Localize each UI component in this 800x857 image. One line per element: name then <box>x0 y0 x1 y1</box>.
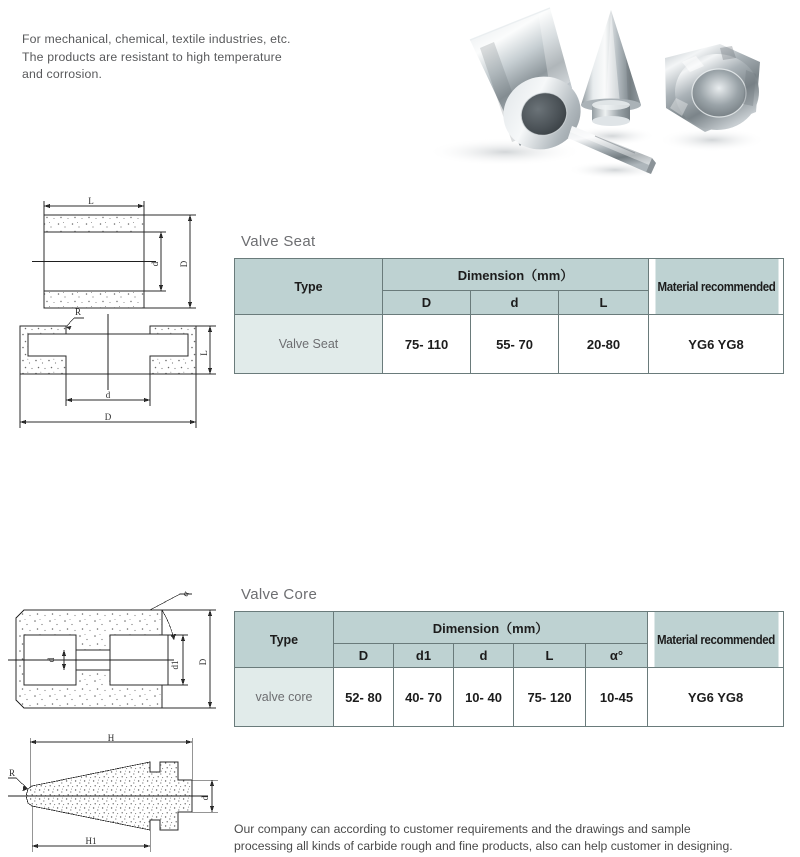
intro-line-1: For mechanical, chemical, textile industries, etc. <box>22 32 291 46</box>
product-photo-image <box>420 0 800 190</box>
part-slotted-ring <box>665 44 760 132</box>
core-label-alpha: α <box>179 589 191 599</box>
cone-label-d: d <box>200 795 210 801</box>
drawing-sleeve-svg <box>14 193 229 318</box>
seat-label-L: L <box>199 350 209 356</box>
seat-label-d: d <box>105 390 111 400</box>
part-conical-core <box>581 10 641 126</box>
cell-type: valve core <box>235 668 334 727</box>
footer-line-2: processing all kinds of carbide rough and fine products, also can help customer in designing. <box>234 839 733 853</box>
core-label-d1: d1 <box>170 660 180 670</box>
header-type: Type <box>235 259 383 315</box>
cone-label-R: R <box>8 768 16 778</box>
drawing-seat-svg <box>8 306 230 438</box>
header-type: Type <box>235 612 334 668</box>
intro-line-2: The products are resistant to high temperature <box>22 49 282 64</box>
drawing-seat <box>8 306 230 438</box>
header-dimension: Dimension（mm） <box>383 259 649 291</box>
subheader-D: D <box>383 291 471 315</box>
footer-line-1: Our company can according to customer requirements and the drawings and sample <box>234 822 691 836</box>
header-dimension: Dimension（mm） <box>334 612 648 644</box>
cell-L: 20-80 <box>559 315 649 374</box>
sleeve-label-d: d <box>150 261 160 267</box>
valve-seat-table <box>234 258 784 374</box>
cone-label-H1: H1 <box>85 836 97 846</box>
cell-D: 52- 80 <box>334 668 394 727</box>
drawing-core <box>2 588 230 736</box>
seat-label-R: R <box>74 307 82 317</box>
cell-material: YG6 YG8 <box>648 668 784 727</box>
valve-seat-heading: Valve Seat <box>241 233 316 250</box>
table-header-row <box>235 259 784 291</box>
seat-label-D: D <box>104 412 112 422</box>
product-photo <box>420 0 800 190</box>
drawing-cone <box>2 734 232 856</box>
header-material: Material recommended <box>654 259 778 315</box>
cell-alpha: 10-45 <box>586 668 648 727</box>
cell-L: 75- 120 <box>514 668 586 727</box>
cell-type: Valve Seat <box>235 315 383 374</box>
cell-d: 10- 40 <box>454 668 514 727</box>
cell-D: 75- 110 <box>383 315 471 374</box>
subheader-d: d <box>471 291 559 315</box>
subheader-alpha: α° <box>586 644 648 668</box>
footer-text <box>234 821 794 855</box>
cell-d: 55- 70 <box>471 315 559 374</box>
sleeve-label-L: L <box>88 196 94 206</box>
drawing-cone-svg <box>2 734 232 856</box>
table-row <box>235 315 784 374</box>
valve-core-heading: Valve Core <box>241 586 318 603</box>
intro-line-3: and corrosion. <box>22 67 103 81</box>
subheader-D: D <box>334 644 394 668</box>
core-label-D: D <box>198 658 208 666</box>
valve-core-table <box>234 611 784 727</box>
cone-label-H: H <box>107 734 115 743</box>
table-row <box>235 668 784 727</box>
core-label-d: d <box>46 657 56 663</box>
cell-material: YG6 YG8 <box>649 315 784 374</box>
subheader-d: d <box>454 644 514 668</box>
subheader-d1: d1 <box>394 644 454 668</box>
ring-shadow <box>658 128 766 152</box>
table-header-row <box>235 612 784 644</box>
header-material: Material recommended <box>653 612 778 668</box>
subheader-L: L <box>559 291 649 315</box>
cell-d1: 40- 70 <box>394 668 454 727</box>
subheader-L: L <box>514 644 586 668</box>
drawing-core-svg <box>2 588 230 736</box>
drawing-sleeve <box>14 193 229 318</box>
sleeve-label-D: D <box>179 260 189 268</box>
intro-text <box>22 31 402 84</box>
